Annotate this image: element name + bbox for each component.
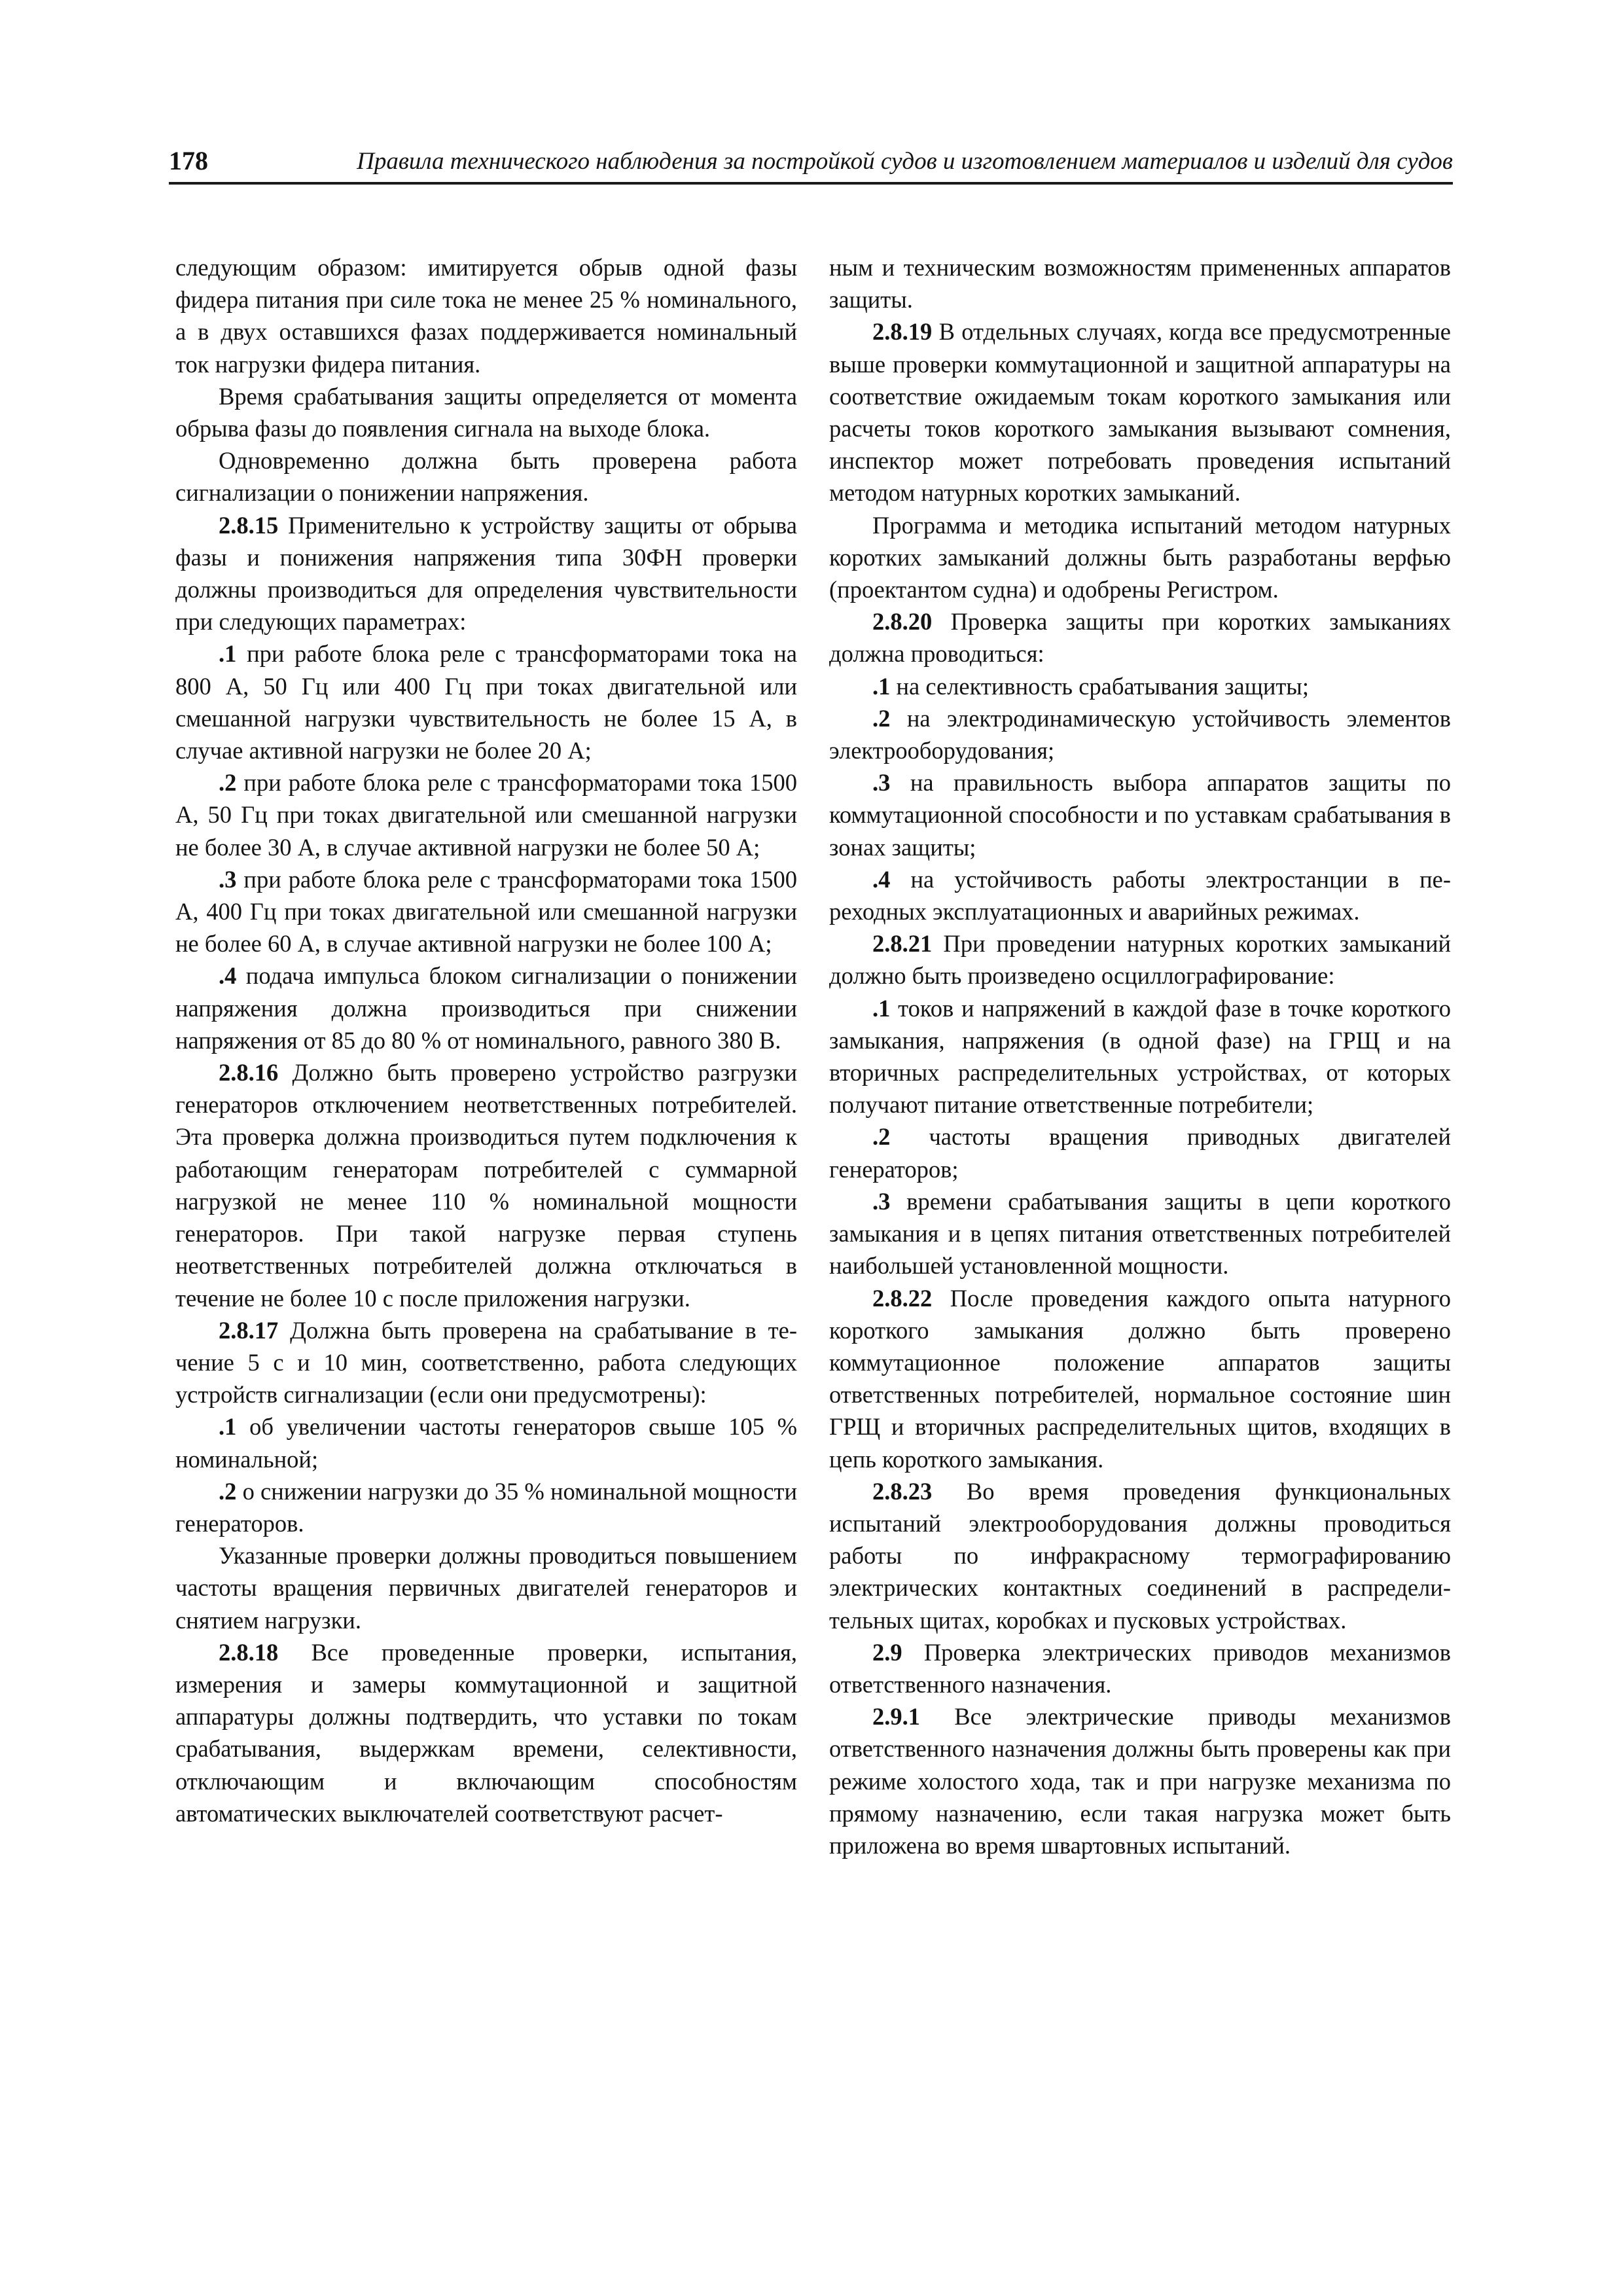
clause-number: 2.8.16	[219, 1059, 279, 1086]
clause-number: .1	[219, 640, 237, 668]
paragraph-text: После проведения каждого опыта натурного короткого замыкания должно быть проверено коммутационное положение аппаратов защиты ответственных потребителей, нормальное состояние шин ГРЩ и вторичных распределительных щитов, входящих в цепь короткого замыкания.	[829, 1284, 1451, 1473]
paragraph-text: ным и техническим возможностям примененных аппаратов защиты.	[829, 254, 1451, 314]
clause	[175, 1636, 797, 1829]
paragraph-text: Время срабатывания защиты определяется от момента обрыва фазы до появления сигнала на выходе блока.	[175, 382, 797, 442]
paragraph-text: Программа и методика испытаний методом натурных коротких замыканий должны быть разработаны верфью (проектантом судна) и одобрены Регистром.	[829, 511, 1451, 603]
paragraph-text: токов и напряжений в каждой фазе в точке короткого замыкания, напряжения (в одной фазе) на ГРЩ и на вторичных распределительных устройствах, от которых получают питание ответственные потребители;	[829, 994, 1451, 1119]
list-item	[829, 1185, 1451, 1282]
paragraph-text: Указанные проверки должны проводиться повышением частоты вращения первичных двигателей генераторов и снятием нагрузки.	[175, 1542, 797, 1634]
paragraph-text: на электродинамическую устойчивость элементов электрооборудования;	[829, 704, 1451, 764]
clause-number: 2.8.23	[872, 1477, 933, 1505]
paragraph-text: при работе блока реле с трансформаторами тока 1500 А, 400 Гц при токах двигательной или смешанной нагрузки не более 60 А, в случае активной нагрузки не более 100 А;	[175, 865, 797, 958]
paragraph-text: Должно быть проверено устройство разгрузки генераторов отключением неответственных потребителей. Эта проверка должна производиться путем подключения к работающим генераторам потребителей с суммарной нагрузкой не менее 110 % номинальной мощности генераторов. При такой нагрузке первая ступень неответственных потребителей должна отключаться в течение не более 10 с после приложения нагрузки.	[175, 1059, 797, 1312]
paragraph-text: Все проведенные проверки, испытания, измерения и замеры коммутационной и защитной аппаратуры должны подтвердить, что уставки по токам срабатывания, выдержкам времени, селективности, отключающим и включающим способностям автоматических выключателей соответствуют расчет-	[175, 1638, 797, 1827]
list-item	[829, 670, 1451, 702]
clause-number: 2.9	[872, 1638, 902, 1666]
clause	[829, 1475, 1451, 1636]
clause-number: 2.8.21	[872, 930, 933, 958]
list-item	[829, 766, 1451, 863]
paragraph-text: на правильность выбора аппаратов защиты по коммутационной способности и по уставкам срабатывания в зонах защиты;	[829, 769, 1451, 861]
clause	[175, 1056, 797, 1314]
paragraph-text: следующим образом: имитируется обрыв одной фазы фидера питания при силе тока не менее 25 % номинального, а в двух оставшихся фазах поддерживается номинальный ток нагрузки фидера питания.	[175, 254, 797, 378]
clause-number: .3	[872, 769, 891, 797]
clause-number: 2.8.19	[872, 318, 933, 346]
paragraph-text: Проверка электрических приводов механизмов ответственного назначения.	[829, 1638, 1451, 1698]
paragraph	[175, 380, 797, 444]
paragraph-text: В отдельных случаях, когда все предусмотренные выше проверки коммутационной и защитной аппаратуры на соответствие ожидаемым токам короткого замыкания или расчеты токов короткого замыкания вызывают сомнения, инспектор может потребовать проведения испытаний методом натурных коротких замыканий.	[829, 318, 1451, 507]
clause	[829, 315, 1451, 509]
clause-number: .4	[872, 865, 891, 893]
list-item	[175, 1410, 797, 1475]
paragraph-text: Все электрические приводы механизмов ответственного назначения должны быть проверены как при режиме холостого хода, так и при нагрузке механизма по прямому назначению, если такая нагрузка может быть приложена во время швартовных испытаний.	[829, 1703, 1451, 1859]
paragraph-text: при работе блока реле с трансформаторами тока 1500 А, 50 Гц при токах двигательной или смешанной нагрузки не более 30 А, в случае активной нагрузки не более 50 А;	[175, 769, 797, 861]
list-item	[175, 766, 797, 863]
clause	[829, 1282, 1451, 1475]
paragraph-text: Во время проведения функциональных испытаний электрооборудования должны проводиться работы по инфракрасному термографированию электрических контактных соединений в распределительных щитах, коробках и пусковых устройствах.	[829, 1477, 1451, 1634]
page-number: 178	[169, 146, 208, 175]
clause-number: 2.9.1	[872, 1703, 920, 1731]
paragraph-text: Применительно к устройству защиты от обрыва фазы и понижения напряжения типа 30ФН проверки должны производиться для определения чувствительности при следующих параметрах:	[175, 511, 797, 636]
paragraph-text: При проведении натурных коротких замыканий должно быть произведено осциллографирование:	[829, 930, 1451, 990]
page-header	[169, 145, 1453, 185]
paragraph-text: Проверка защиты при коротких замыканиях должна проводиться:	[829, 608, 1451, 668]
clause-number: .2	[872, 704, 891, 732]
paragraph-text: о снижении нагрузки до 35 % номинальной мощности генераторов.	[175, 1477, 797, 1537]
list-item	[175, 960, 797, 1056]
paragraph-text: об увеличении частоты генераторов свыше 105 % номинальной;	[175, 1413, 797, 1473]
clause-number: .1	[219, 1413, 237, 1441]
clause	[829, 1636, 1451, 1700]
clause-number: 2.8.20	[872, 608, 933, 636]
clause-number: .2	[219, 769, 237, 797]
list-item	[829, 1121, 1451, 1185]
clause	[829, 1700, 1451, 1861]
paragraph	[175, 251, 797, 380]
running-title: Правила технического наблюдения за постройкой судов и изготовлением материалов и изделий для судов	[357, 148, 1453, 175]
left-column	[175, 251, 797, 2071]
list-item	[829, 702, 1451, 766]
clause-number: 2.8.17	[219, 1316, 279, 1344]
right-column	[829, 251, 1451, 2071]
paragraph	[829, 509, 1451, 606]
clause-number: .2	[872, 1123, 891, 1151]
list-item	[175, 863, 797, 960]
paragraph-text: подача импульса блоком сигнализации о понижении напряжения должна производиться при снижении напряжения от 85 до 80 % от номинального, равного 380 В.	[175, 962, 797, 1054]
clause	[175, 509, 797, 638]
paragraph-text: Должна быть проверена на срабатывание в течение 5 с и 10 мин, соответственно, работа следующих устройств сигнализации (если они предусмотрены):	[175, 1316, 797, 1408]
paragraph	[175, 444, 797, 509]
clause-number: .1	[872, 672, 891, 700]
paragraph-text: на селективность срабатывания защиты;	[896, 672, 1309, 700]
clause	[175, 1314, 797, 1411]
clause-number: .3	[872, 1187, 891, 1215]
paragraph-text: частоты вращения приводных двигателей генераторов;	[829, 1123, 1451, 1183]
paragraph-text: времени срабатывания защиты в цепи короткого замыкания и в цепях питания ответственных потребителей наибольшей установленной мощности.	[829, 1187, 1451, 1280]
clause	[829, 605, 1451, 670]
paragraph-text: на устойчивость работы электростанции в переходных эксплуатационных и аварийных режимах.	[829, 865, 1451, 925]
clause-number: 2.8.15	[219, 511, 279, 539]
clause-number: 2.8.18	[219, 1638, 279, 1666]
list-item	[175, 637, 797, 766]
clause-number: .4	[219, 962, 237, 990]
list-item	[829, 863, 1451, 927]
paragraph-text: при работе блока реле с трансформаторами тока на 800 А, 50 Гц или 400 Гц при токах двигательной или смешанной нагрузки чувствительность не более 15 А, в случае активной нагрузки не более 20 А;	[175, 640, 797, 764]
list-item	[175, 1475, 797, 1539]
clause	[829, 927, 1451, 992]
paragraph-text: Одновременно должна быть проверена работа сигнализации о понижении напряжения.	[175, 447, 797, 507]
clause-number: .1	[872, 994, 891, 1022]
clause-number: 2.8.22	[872, 1284, 933, 1312]
paragraph	[175, 1539, 797, 1636]
clause-number: .2	[219, 1477, 237, 1505]
paragraph	[829, 251, 1451, 315]
clause-number: .3	[219, 865, 237, 893]
list-item	[829, 992, 1451, 1121]
